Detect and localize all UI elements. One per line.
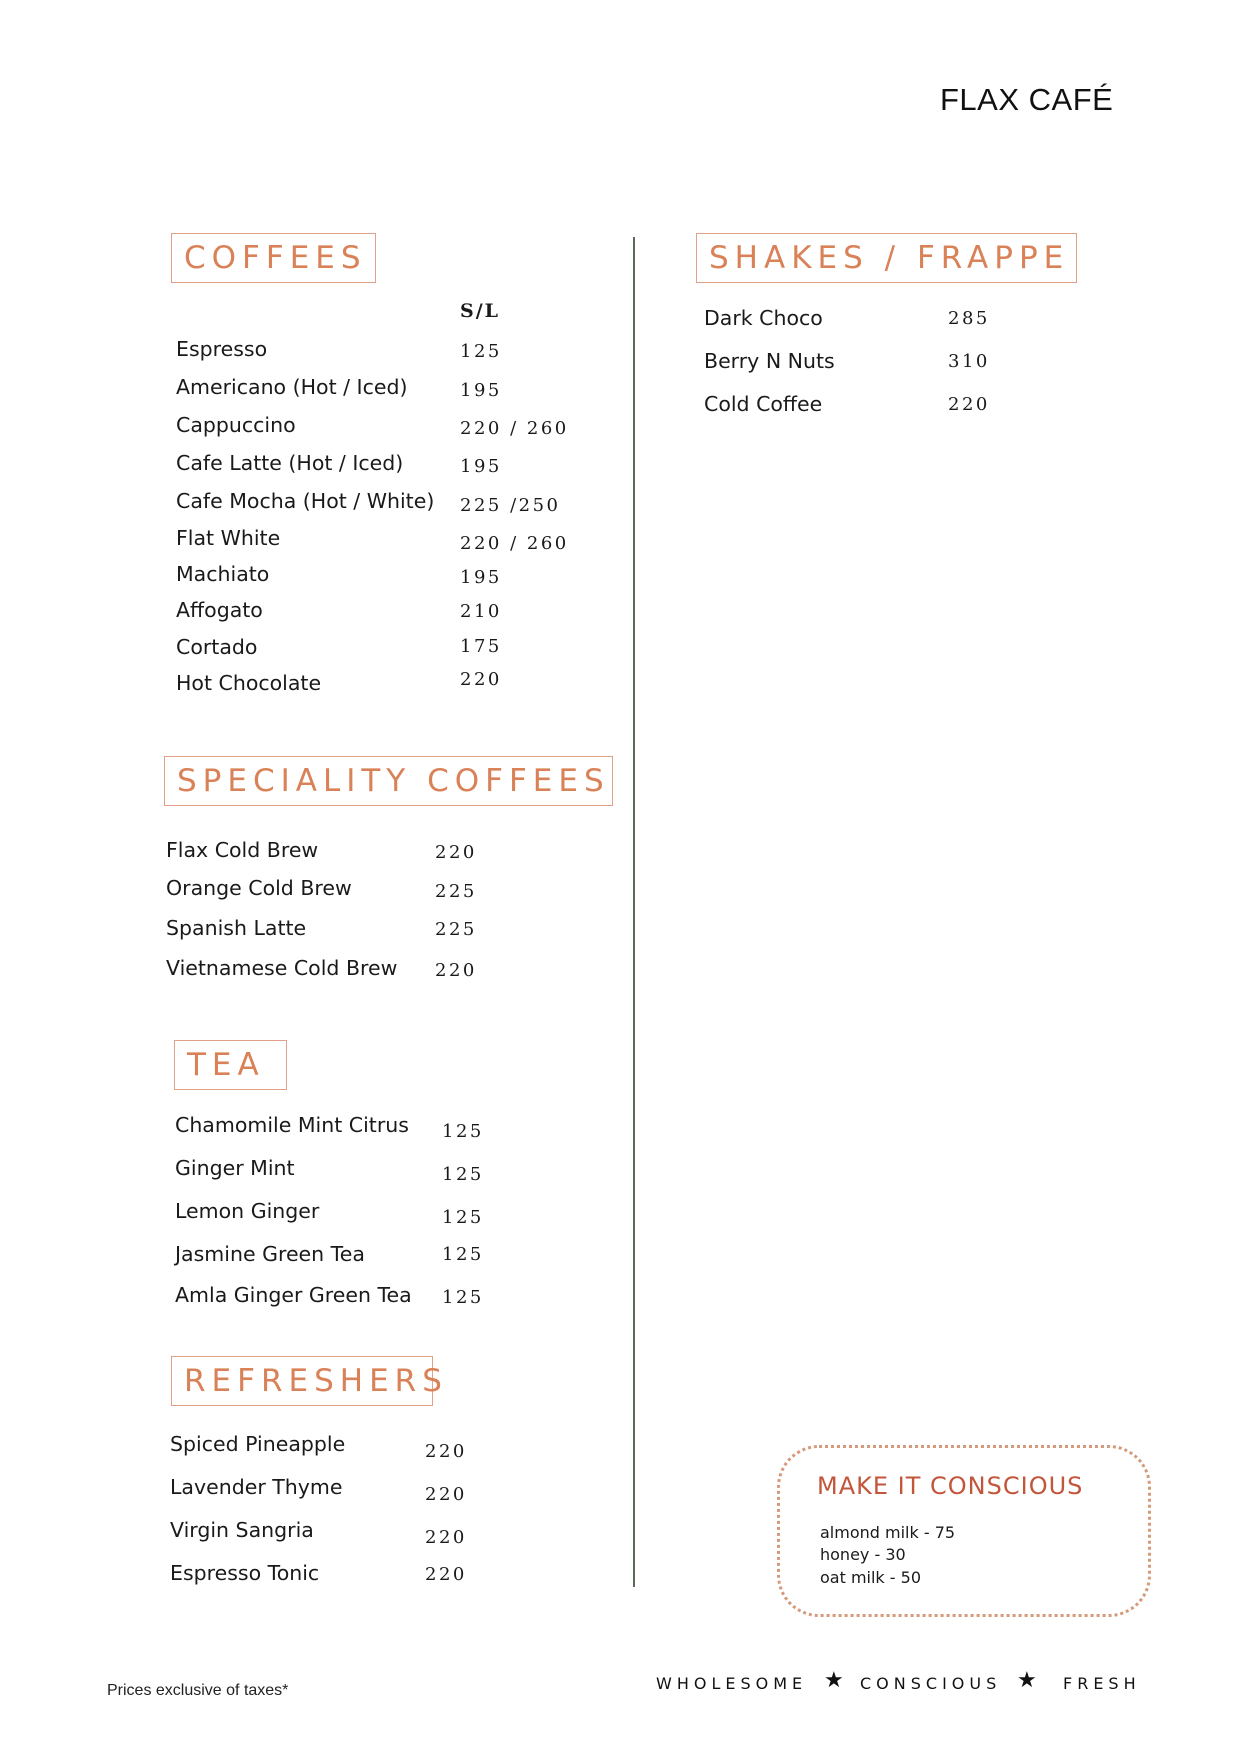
menu-item: Flax Cold Brew (166, 838, 319, 862)
size-column-header: S/L (460, 300, 501, 322)
column-divider (633, 237, 635, 1587)
menu-item-price: 220 (460, 669, 502, 690)
menu-item: Cafe Mocha (Hot / White) (176, 489, 435, 513)
menu-item: Virgin Sangria (170, 1518, 314, 1542)
section-title-refreshers: REFRESHERS (171, 1356, 433, 1406)
menu-item: Affogato (176, 598, 263, 622)
menu-item: Dark Choco (704, 306, 823, 330)
addon-item: honey - 30 (820, 1545, 906, 1564)
menu-item-price: 125 (442, 1121, 484, 1142)
menu-item: Espresso Tonic (170, 1561, 320, 1585)
menu-item: Lavender Thyme (170, 1475, 343, 1499)
menu-item-price: 220 (425, 1527, 467, 1548)
menu-item-price: 310 (948, 351, 990, 372)
menu-item: Vietnamese Cold Brew (166, 956, 398, 980)
menu-item-price: 195 (460, 456, 502, 477)
menu-item: Hot Chocolate (176, 671, 322, 695)
menu-item-price: 220 (435, 842, 477, 863)
menu-item-price: 220 (425, 1484, 467, 1505)
tagline-wholesome: WHOLESOME (656, 1674, 808, 1693)
section-title-speciality-coffees: SPECIALITY COFFEES (164, 756, 613, 806)
make-it-conscious-title: MAKE IT CONSCIOUS (817, 1472, 1084, 1500)
prices-note: Prices exclusive of taxes* (107, 1682, 289, 1699)
menu-item-price: 225 /250 (460, 495, 561, 516)
menu-item: Cold Coffee (704, 392, 823, 416)
menu-item: Flat White (176, 526, 281, 550)
menu-item: Espresso (176, 337, 268, 361)
menu-item-price: 225 (435, 881, 477, 902)
menu-item-price: 285 (948, 308, 990, 329)
menu-item: Ginger Mint (175, 1156, 295, 1180)
menu-item: Cappuccino (176, 413, 296, 437)
menu-item-price: 195 (460, 567, 502, 588)
tagline-fresh: FRESH (1063, 1674, 1141, 1693)
section-title-shakes-frappe: SHAKES / FRAPPE (696, 233, 1077, 283)
menu-item-price: 220 (425, 1564, 467, 1585)
menu-item: Amla Ginger Green Tea (175, 1283, 412, 1307)
menu-item-price: 125 (442, 1244, 484, 1265)
menu-item-price: 210 (460, 601, 502, 622)
menu-item-price: 220 / 260 (460, 418, 569, 439)
menu-item: Cafe Latte (Hot / Iced) (176, 451, 404, 475)
menu-item: Spiced Pineapple (170, 1432, 346, 1456)
star-icon: ★ (824, 1668, 844, 1693)
star-icon: ★ (1017, 1668, 1037, 1693)
tagline-conscious: CONSCIOUS (860, 1674, 1002, 1693)
menu-item-price: 125 (442, 1164, 484, 1185)
menu-item-price: 220 / 260 (460, 533, 569, 554)
menu-item: Chamomile Mint Citrus (175, 1113, 409, 1137)
menu-item-price: 125 (460, 341, 502, 362)
cafe-name: FLAX CAFÉ (940, 82, 1114, 117)
menu-item-price: 195 (460, 380, 502, 401)
menu-item-price: 125 (442, 1207, 484, 1228)
menu-item-price: 175 (460, 636, 502, 657)
menu-item: Spanish Latte (166, 916, 307, 940)
section-title-coffees: COFFEES (171, 233, 376, 283)
menu-item-price: 220 (948, 394, 990, 415)
menu-item: Orange Cold Brew (166, 876, 352, 900)
menu-item: Machiato (176, 562, 270, 586)
section-title-tea: TEA (174, 1040, 287, 1090)
addon-item: almond milk - 75 (820, 1523, 956, 1542)
menu-item-price: 220 (435, 960, 477, 981)
menu-item: Jasmine Green Tea (175, 1242, 365, 1266)
menu-item: Berry N Nuts (704, 349, 835, 373)
addon-item: oat milk - 50 (820, 1568, 921, 1587)
menu-item: Lemon Ginger (175, 1199, 320, 1223)
menu-item-price: 125 (442, 1287, 484, 1308)
menu-item: Americano (Hot / Iced) (176, 375, 408, 399)
menu-item-price: 225 (435, 919, 477, 940)
menu-item-price: 220 (425, 1441, 467, 1462)
menu-item: Cortado (176, 635, 258, 659)
